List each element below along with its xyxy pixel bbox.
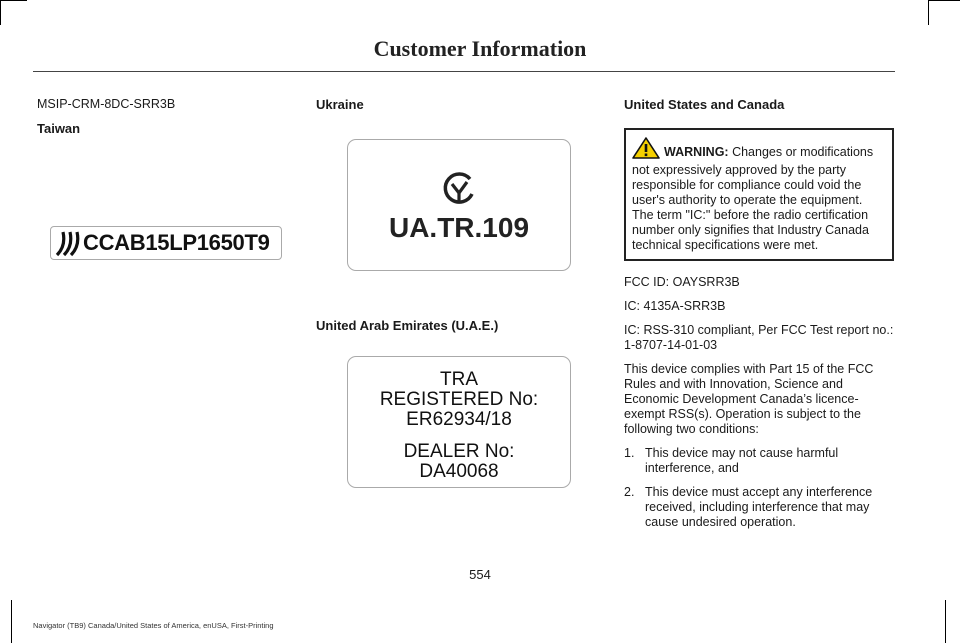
- column-middle: [316, 97, 578, 122]
- page-title: Customer Information: [373, 36, 587, 61]
- crop-mark: [0, 0, 27, 1]
- tra-line: ER62934/18: [406, 409, 512, 430]
- crop-mark: [928, 0, 960, 1]
- crop-mark: [11, 600, 12, 643]
- list-item-number: 2.: [624, 485, 635, 499]
- crop-mark: [945, 600, 946, 643]
- warning-text: Changes or modifications not expressively approved by the party responsible for compliance could void the user's authority to operate the equipment. The term "IC:" before the radio certification number only signifies that Industry Canada technical specifications were met.: [632, 145, 874, 252]
- column-left: [37, 97, 287, 146]
- tra-line: DEALER No:: [403, 441, 515, 462]
- list-item: [624, 446, 894, 476]
- page-number: 554: [469, 567, 491, 582]
- tra-line: TRA: [440, 369, 478, 390]
- ukraine-conformity-mark-icon: [440, 170, 478, 213]
- conditions-list: [624, 446, 894, 530]
- tra-line: DA40068: [419, 461, 499, 482]
- wireless-logo-icon: [53, 229, 83, 262]
- taiwan-heading: Taiwan: [37, 121, 81, 136]
- tra-line: REGISTERED No:: [379, 389, 539, 410]
- ukraine-heading: Ukraine: [316, 97, 364, 112]
- header-divider: [33, 71, 895, 72]
- compliance-statement: This device complies with Part 15 of the FCC Rules and with Innovation, Science and Economic Development Canada’s licence-exempt RSS(s). Operation is subject to the following two conditions:: [624, 362, 874, 436]
- ic-number: IC: 4135A-SRR3B: [624, 299, 726, 313]
- taiwan-certification-label: [50, 226, 282, 260]
- uae-tra-label: [347, 356, 571, 488]
- msip-code: MSIP-CRM-8DC-SRR3B: [37, 97, 176, 111]
- list-item-number: 1.: [624, 446, 635, 460]
- ukraine-certification-label: [347, 139, 571, 271]
- uae-heading: United Arab Emirates (U.A.E.): [316, 318, 499, 333]
- crop-mark: [928, 0, 929, 25]
- warning-label: WARNING:: [664, 145, 729, 159]
- list-item-text: This device must accept any interference received, including interference that may cause undesired operation.: [645, 485, 873, 529]
- ic-rss-compliance: IC: RSS-310 compliant, Per FCC Test report no.: 1-8707-14-01-03: [624, 323, 894, 352]
- list-item-text: This device may not cause harmful interference, and: [645, 446, 839, 475]
- crop-mark: [0, 0, 1, 25]
- column-right: [624, 97, 894, 539]
- warning-triangle-icon: [632, 137, 660, 163]
- list-item: [624, 485, 894, 530]
- taiwan-label-code: CCAB15LP1650T9: [83, 230, 270, 255]
- document-info: Navigator (TB9) Canada/United States of America, enUSA, First-Printing: [33, 621, 274, 630]
- ukraine-label-code: UA.TR.109: [388, 212, 530, 243]
- us-canada-heading: United States and Canada: [624, 97, 785, 112]
- warning-box: [624, 128, 894, 261]
- fcc-id: FCC ID: OAYSRR3B: [624, 275, 740, 289]
